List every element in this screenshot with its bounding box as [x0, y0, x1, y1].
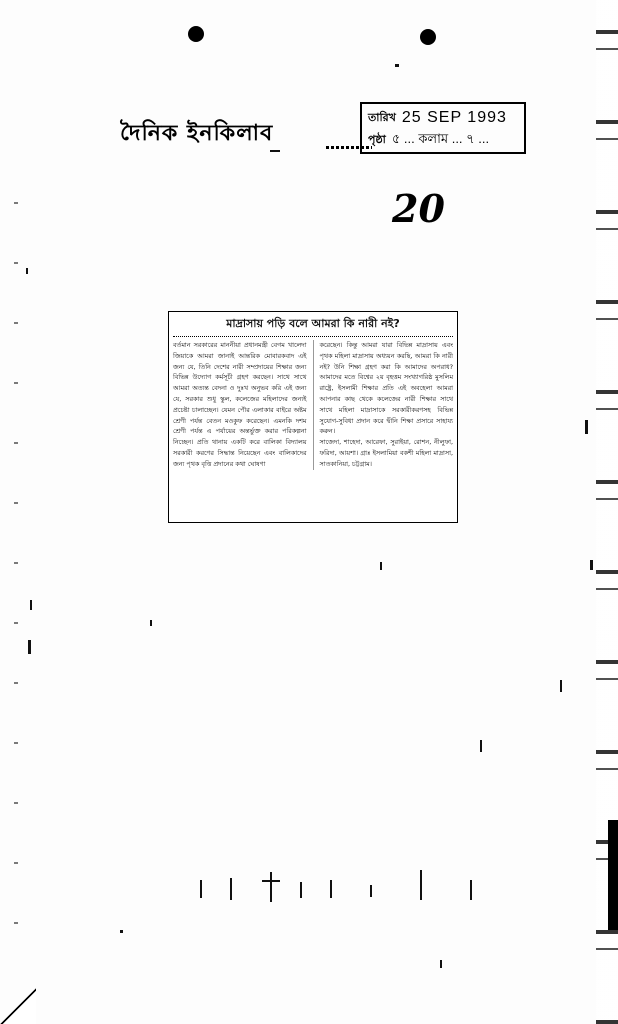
handwritten-number: 20 [392, 186, 445, 231]
clipping-signature: সাজেদা, শাহেদা, আরেফা, সুরাইয়া, রোশন, নীলুফা, ফরিদা, আয়শা। গ্রাঃ ইসলামিয়া বকশী মহিলা মাদ্রাসা, সাতকানিয়া, চট্টগ্রাম। [319, 438, 453, 468]
stamp-date-label: তারিখ [368, 111, 396, 124]
clipping-title: মাদ্রাসায় পড়ি বলে আমরা কি নারী নই? [173, 312, 453, 337]
stamp-page-label: পৃষ্ঠা [368, 133, 386, 146]
stamp-date-value: 25 SEP 1993 [401, 109, 507, 126]
stamp-page-value: ৫ ... কলাম ... ৭ ... [391, 130, 490, 146]
newspaper-masthead: দৈনিক ইনকিলাব [120, 120, 274, 146]
clipping-text-col2: করেছেন। কিন্তু আমরা যারা বিভিন্ন মাদ্রাসায় এবং পৃথক মহিলা মাদ্রাসায় অধ্যয়ন করছি, আমরা কি নারী নই? উনি শিক্ষা গ্রহণ করা কি আমাদের অপরাধ? আমাদের মতে বিশ্বের ২য় বৃহত্তম সংখ্যাগরিষ্ঠ মুসলিম রাষ্ট্রে, ইসলামী শিক্ষার প্রতি এই অবহেলা আমরা আপনার কাছ থেকে কলেজের নারী শিক্ষার সাথে সাথে মহিলা মাদ্রাসাকে সরকারীকরণসহ বিভিন্ন সুযোগ-সুবিধা প্রদান করে দ্বীনি শিক্ষা প্রসারে সাহায্য করুন। [319, 341, 453, 436]
clipping-text-col1: বর্তমান সরকারের মাননীয়া প্রধানমন্ত্রী বেগম খালেদা জিয়াকে আমরা জানাই আন্তরিক মোবারকবাদ এই জন্য যে, তিনি দেশের নারী সম্প্রদায়ের শিক্ষার জন্য বিভিন্ন উদ্যোগ কর্মসূচী গ্রহণ করছেন। সাথে সাথে আমরা অত্যন্ত বেদনা ও দুঃখ অনুভব করি এই জন্য যে, সরকার শুধু স্কুল, কলেজের মহিলাদের জন্যই প্রচেষ্টা চালাচ্ছেন। যেমন পৌর এলাকার বাইরে অষ্টম শ্রেণী পর্যন্ত বেতন মওকুফ করেছেন। এমনকি দশম শ্রেণী পর্যন্ত এ পর্যায়ের অন্তর্ভুক্ত করার পরিকল্পনা নিচ্ছেন। প্রতি থানায় একটি করে বালিকা বিদ্যালয় সরকারী করণের সিদ্ধান্ত নিয়েছেন এবং বালিকাদের জন্য পৃথক বৃত্তি প্রদানের কথা ঘোষণা [173, 341, 307, 468]
